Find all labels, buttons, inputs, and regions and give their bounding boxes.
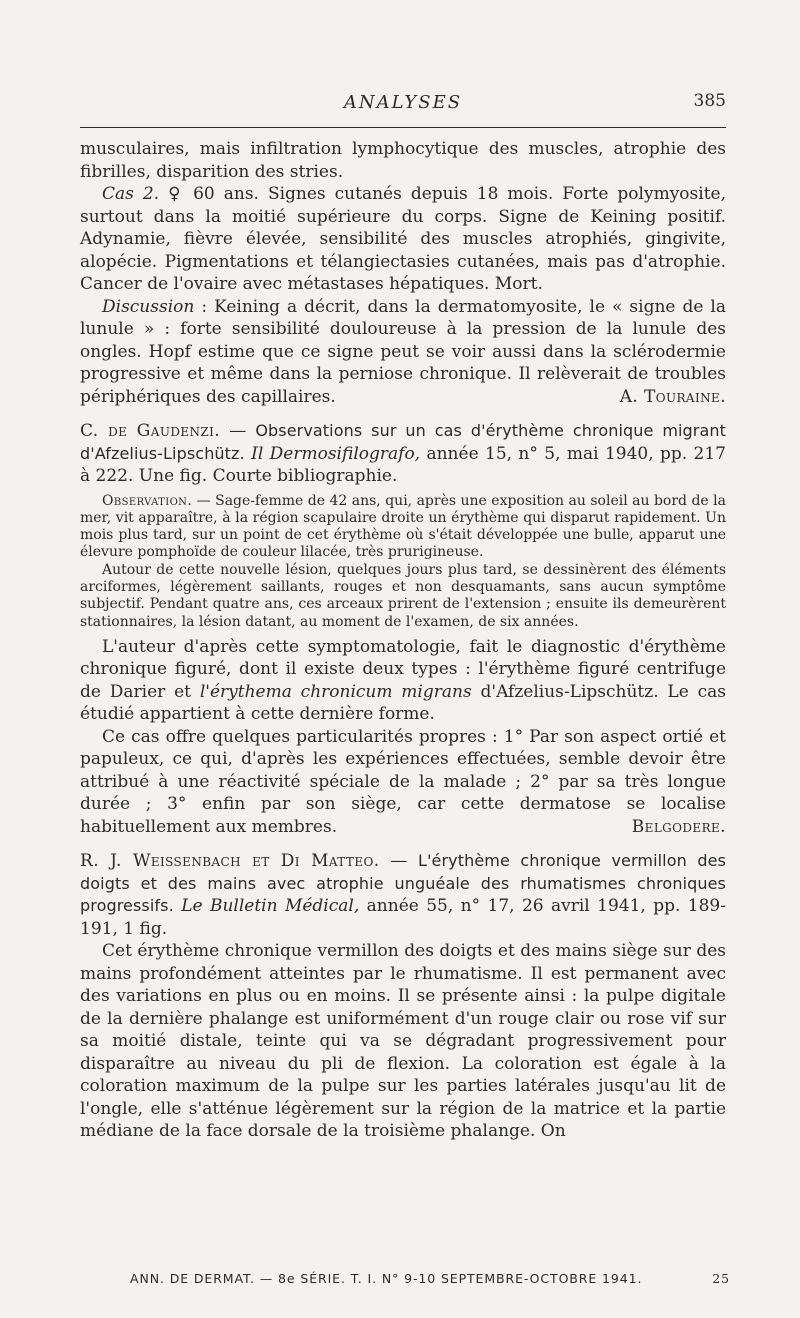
continuation-paragraph: musculaires, mais infiltration lymphocytique des muscles, atrophie des fibrilles, disparition des stries. xyxy=(80,139,726,182)
erythema-term: l'érythema chronicum migrans xyxy=(199,681,472,702)
header-rule xyxy=(80,127,726,128)
journal-name-gaudenzi: Il Dermosifilografo, xyxy=(251,443,421,464)
abstract-heading-weissenbach xyxy=(80,850,726,940)
footer-folio: 25 xyxy=(712,1271,730,1286)
author-weissenbach: R. J. Weissenbach et Di Matteo. xyxy=(80,851,380,872)
running-title: ANALYSES xyxy=(343,92,463,113)
article-title-weissenbach: L'érythème chronique vermillon des doigts et des mains avec atrophie unguéale des rhumatismes chroniques progressifs. xyxy=(80,851,726,916)
page-footer xyxy=(130,1271,730,1286)
footer-citation: ANN. DE DERMAT. — 8e SÉRIE. T. I. N° 9-10 SEPTEMBRE-OCTOBRE 1941. xyxy=(130,1271,643,1286)
heading-dash-2: — xyxy=(379,851,418,872)
observation-paragraph-2: Autour de cette nouvelle lésion, quelques jours plus tard, se dessinèrent des éléments arciformes, légèrement saillants, rouges et non desquamants, sans aucun symptôme subjectif. Pendant quatre ans, ces arceaux prirent de l'extension ; ensuite ils demeurèrent stationnaires, la lésion datant, au moment de l'examen, de six années. xyxy=(80,561,726,630)
article-title-gaudenzi: Observations sur un cas d'érythème chronique migrant d'Afzelius-Lipschütz. xyxy=(80,421,727,463)
abstract-heading-gaudenzi xyxy=(80,420,726,488)
signature-belgodere: Belgodere. xyxy=(631,816,726,837)
page-body xyxy=(80,138,726,1143)
case-paragraph xyxy=(80,183,726,296)
diagnosis-text-b: d'Afzelius-Lipschütz. Le cas étudié appartient à cette dernière forme. xyxy=(80,681,726,725)
vermillion-paragraph: Cet érythème chronique vermillon des doigts et des mains siège sur des mains profondément atteintes par le rhumatisme. Il est permanent avec des variations en plus ou en moins. Il se présente ainsi : la pulpe digitale de la dernière phalange est uniformément d'un rouge clair ou rose vif sur sa moitié distale, teinte qui va se dégradant progressivement pour disparaître au niveau du pli de flexion. La coloration est égale à la coloration maximum de la pulpe sur les parties latérales jusqu'au lit de l'ongle, elle s'atténue légèrement sur la région de la matrice et la partie médiane de la face dorsale de la troisième phalange. On xyxy=(80,941,726,1142)
page-number: 385 xyxy=(693,91,726,111)
diagnosis-paragraph xyxy=(80,636,726,726)
author-gaudenzi: C. de Gaudenzi. xyxy=(80,421,221,441)
discussion-text: : Keining a décrit, dans la dermatomyosite, le « signe de la lunule » : forte sensibilité douloureuse à la pression de la lunule des ongles. Hopf estime que ce signe peut se voir aussi dans la sclérodermie progressive et même dans la perniose chronique. Il relèverait de troubles périphériques des capillaires. xyxy=(80,296,726,407)
observation-label: Observation. xyxy=(102,492,193,509)
heading-dash: — xyxy=(220,421,256,441)
observation-paragraph xyxy=(80,493,726,562)
diagnosis-text-a: L'auteur d'après cette symptomatologie, fait le diagnostic d'érythème chronique figuré, dont il existe deux types : l'érythème figuré centrifuge de Darier et xyxy=(80,636,726,702)
discussion-paragraph xyxy=(80,296,726,409)
observation-text: — Sage-femme de 42 ans, qui, après une exposition au soleil au bord de la mer, vit apparaître, à la région scapulaire droite un érythème qui disparut rapidement. Un mois plus tard, sur un point de cet érythème où s'était développée une bulle, apparut une élevure pomphoïde de couleur lilacée, très prurigineuse. xyxy=(80,492,726,561)
page-header xyxy=(80,88,726,118)
particularities-paragraph xyxy=(80,726,726,839)
citation-gaudenzi: année 15, n° 5, mai 1940, pp. 217 à 222. Une fig. Courte bibliographie. xyxy=(80,443,726,486)
journal-name-weissenbach: Le Bulletin Médical, xyxy=(181,896,360,917)
signature-touraine: A. Touraine. xyxy=(619,386,726,407)
particularities-text: Ce cas offre quelques particularités propres : 1° Par son aspect ortié et papuleux, ce qui, d'après les expériences effectuées, semble devoir être attribué à une réactivité spéciale de la malade ; 2° par sa très longue durée ; 3° enfin par son siège, car cette dermatose se localise habituellement aux membres. xyxy=(80,726,726,837)
case-text: ♀ 60 ans. Signes cutanés depuis 18 mois. Forte polymyosite, surtout dans la moitié supérieure du corps. Signe de Keining positif. Adynamie, fièvre élevée, sensibilité des muscles atrophiés, gingivite, alopécie. Pigmentations et télangiectasies cutanées, mais pas d'atrophie. Cancer de l'ovaire avec métastases hépatiques. Mort. xyxy=(80,184,726,294)
case-label: Cas 2. xyxy=(102,184,160,204)
citation-weissenbach: année 55, n° 17, 26 avril 1941, pp. 189-191, 1 fig. xyxy=(80,896,726,939)
discussion-label: Discussion xyxy=(102,296,195,317)
